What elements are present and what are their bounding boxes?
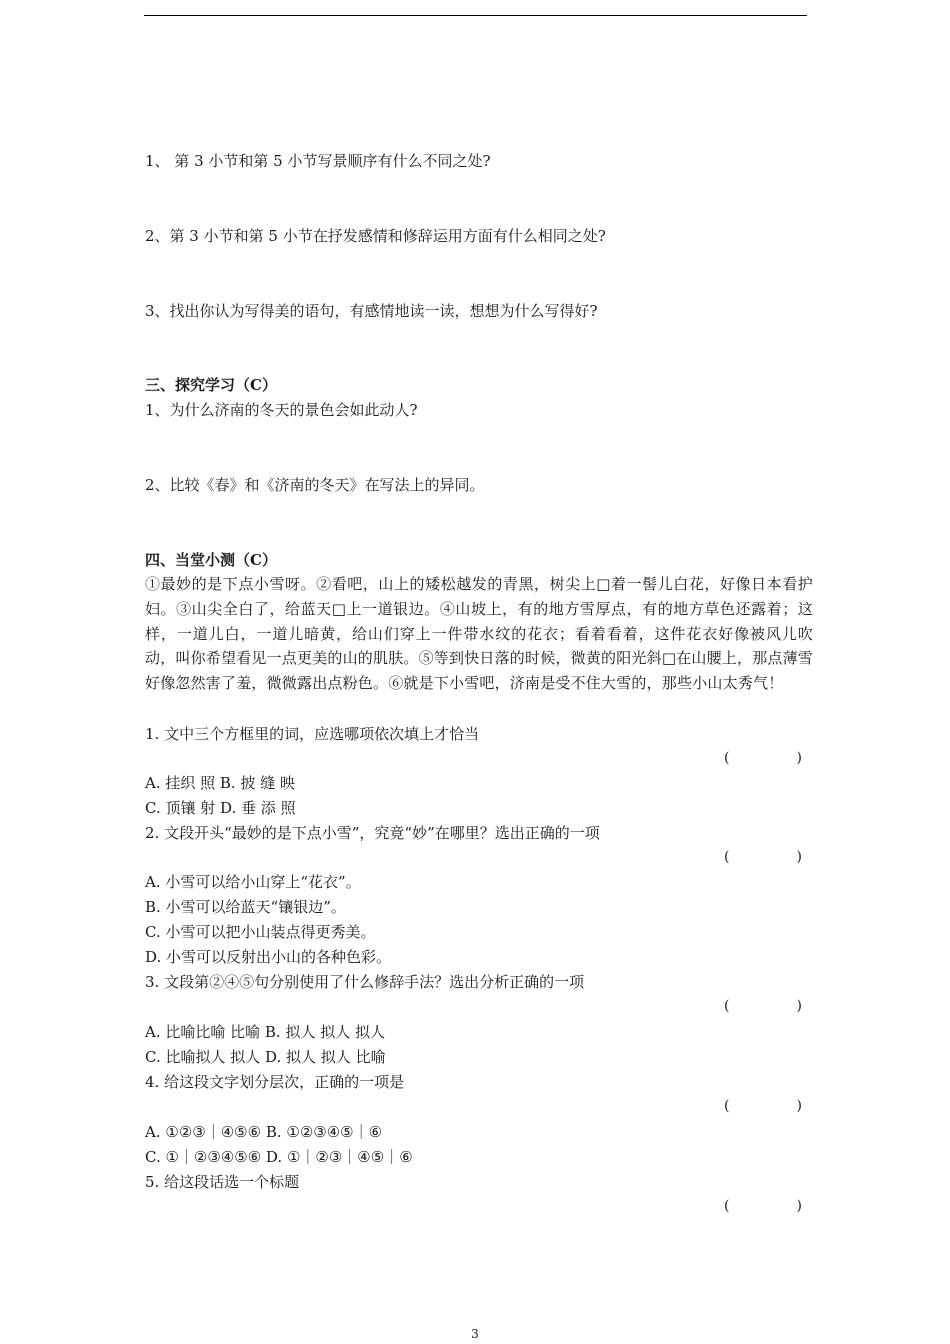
blank-right-paren: ) xyxy=(796,1098,802,1114)
section3-heading: 三、探究学习（C） xyxy=(145,376,277,394)
quiz-3-option-row: C. 比喻拟人 拟人 D. 拟人 拟人 比喻 xyxy=(145,1048,386,1066)
blank-right-paren: ) xyxy=(796,849,802,865)
blank-left-paren: ( xyxy=(724,998,730,1014)
reading-passage: ①最妙的是下点小雪呀。②看吧，山上的矮松越发的青黑，树尖上□着一髻儿白花，好像日本看护妇。③山尖全白了，给蓝天□上一道银边。④山坡上，有的地方雪厚点，有的地方草色还露着；这样，一道儿白，一道儿暗黄，给山们穿上一件带水纹的花衣；看着看着，这件花衣好像被风儿吹动，叫你希望看见一点更美的山的肌肤。⑤等到快日落的时候，微黄的阳光斜□在山腰上，那点薄雪好像忽然害了羞，微微露出点粉色。⑥就是下小雪吧，济南是受不住大雪的，那些小山太秀气！ xyxy=(145,575,813,693)
section2-question-3: 3、找出你认为写得美的语句，有感情地读一读，想想为什么写得好? xyxy=(145,302,598,320)
quiz-2-option: A. 小雪可以给小山穿上“花衣”。 xyxy=(145,873,361,891)
section3-question-1: 1、为什么济南的冬天的景色会如此动人? xyxy=(145,401,418,419)
section4-heading: 四、当堂小测（C） xyxy=(145,551,277,569)
quiz-1-option-row: A. 挂织 照 B. 披 缝 映 xyxy=(145,774,296,792)
answer-blank-4[interactable] xyxy=(724,1096,802,1116)
blank-left-paren: ( xyxy=(724,1198,730,1214)
quiz-2-option: D. 小雪可以反射出小山的各种色彩。 xyxy=(145,948,392,966)
quiz-2-option: C. 小雪可以把小山装点得更秀美。 xyxy=(145,923,376,941)
answer-blank-1[interactable] xyxy=(724,748,802,768)
blank-left-paren: ( xyxy=(724,849,730,865)
section2-question-1: 1、 第 3 小节和第 5 小节写景顺序有什么不同之处? xyxy=(145,152,491,170)
page-number: 3 xyxy=(471,1327,479,1341)
quiz-question-4: 4. 给这段文字划分层次，正确的一项是 xyxy=(145,1073,405,1091)
header-rule xyxy=(144,15,807,16)
quiz-2-option: B. 小雪可以给蓝天“镶银边”。 xyxy=(145,898,346,916)
quiz-question-3: 3. 文段第②④⑤句分别使用了什么修辞手法？选出分析正确的一项 xyxy=(145,973,585,991)
blank-right-paren: ) xyxy=(796,998,802,1014)
quiz-3-option-row: A. 比喻比喻 比喻 B. 拟人 拟人 拟人 xyxy=(145,1023,386,1041)
quiz-question-1: 1. 文中三个方框里的词，应选哪项依次填上才恰当 xyxy=(145,725,480,743)
quiz-question-2: 2. 文段开头“最妙的是下点小雪”，究竟“妙”在哪里？选出正确的一项 xyxy=(145,824,600,842)
quiz-question-5: 5. 给这段话选一个标题 xyxy=(145,1173,300,1191)
blank-left-paren: ( xyxy=(724,1098,730,1114)
answer-blank-3[interactable] xyxy=(724,996,802,1016)
quiz-4-option-row: A. ①②③｜④⑤⑥ B. ①②③④⑤｜⑥ xyxy=(145,1123,383,1141)
answer-blank-5[interactable] xyxy=(724,1196,802,1216)
blank-right-paren: ) xyxy=(796,1198,802,1214)
quiz-1-option-row: C. 顶镶 射 D. 垂 添 照 xyxy=(145,799,296,817)
blank-right-paren: ) xyxy=(796,750,802,766)
answer-blank-2[interactable] xyxy=(724,847,802,867)
section2-question-2: 2、第 3 小节和第 5 小节在抒发感情和修辞运用方面有什么相同之处? xyxy=(145,227,606,245)
blank-left-paren: ( xyxy=(724,750,730,766)
quiz-4-option-row: C. ①｜②③④⑤⑥ D. ①｜②③｜④⑤｜⑥ xyxy=(145,1148,413,1166)
section3-question-2: 2、比较《春》和《济南的冬天》在写法上的异同。 xyxy=(145,476,485,494)
